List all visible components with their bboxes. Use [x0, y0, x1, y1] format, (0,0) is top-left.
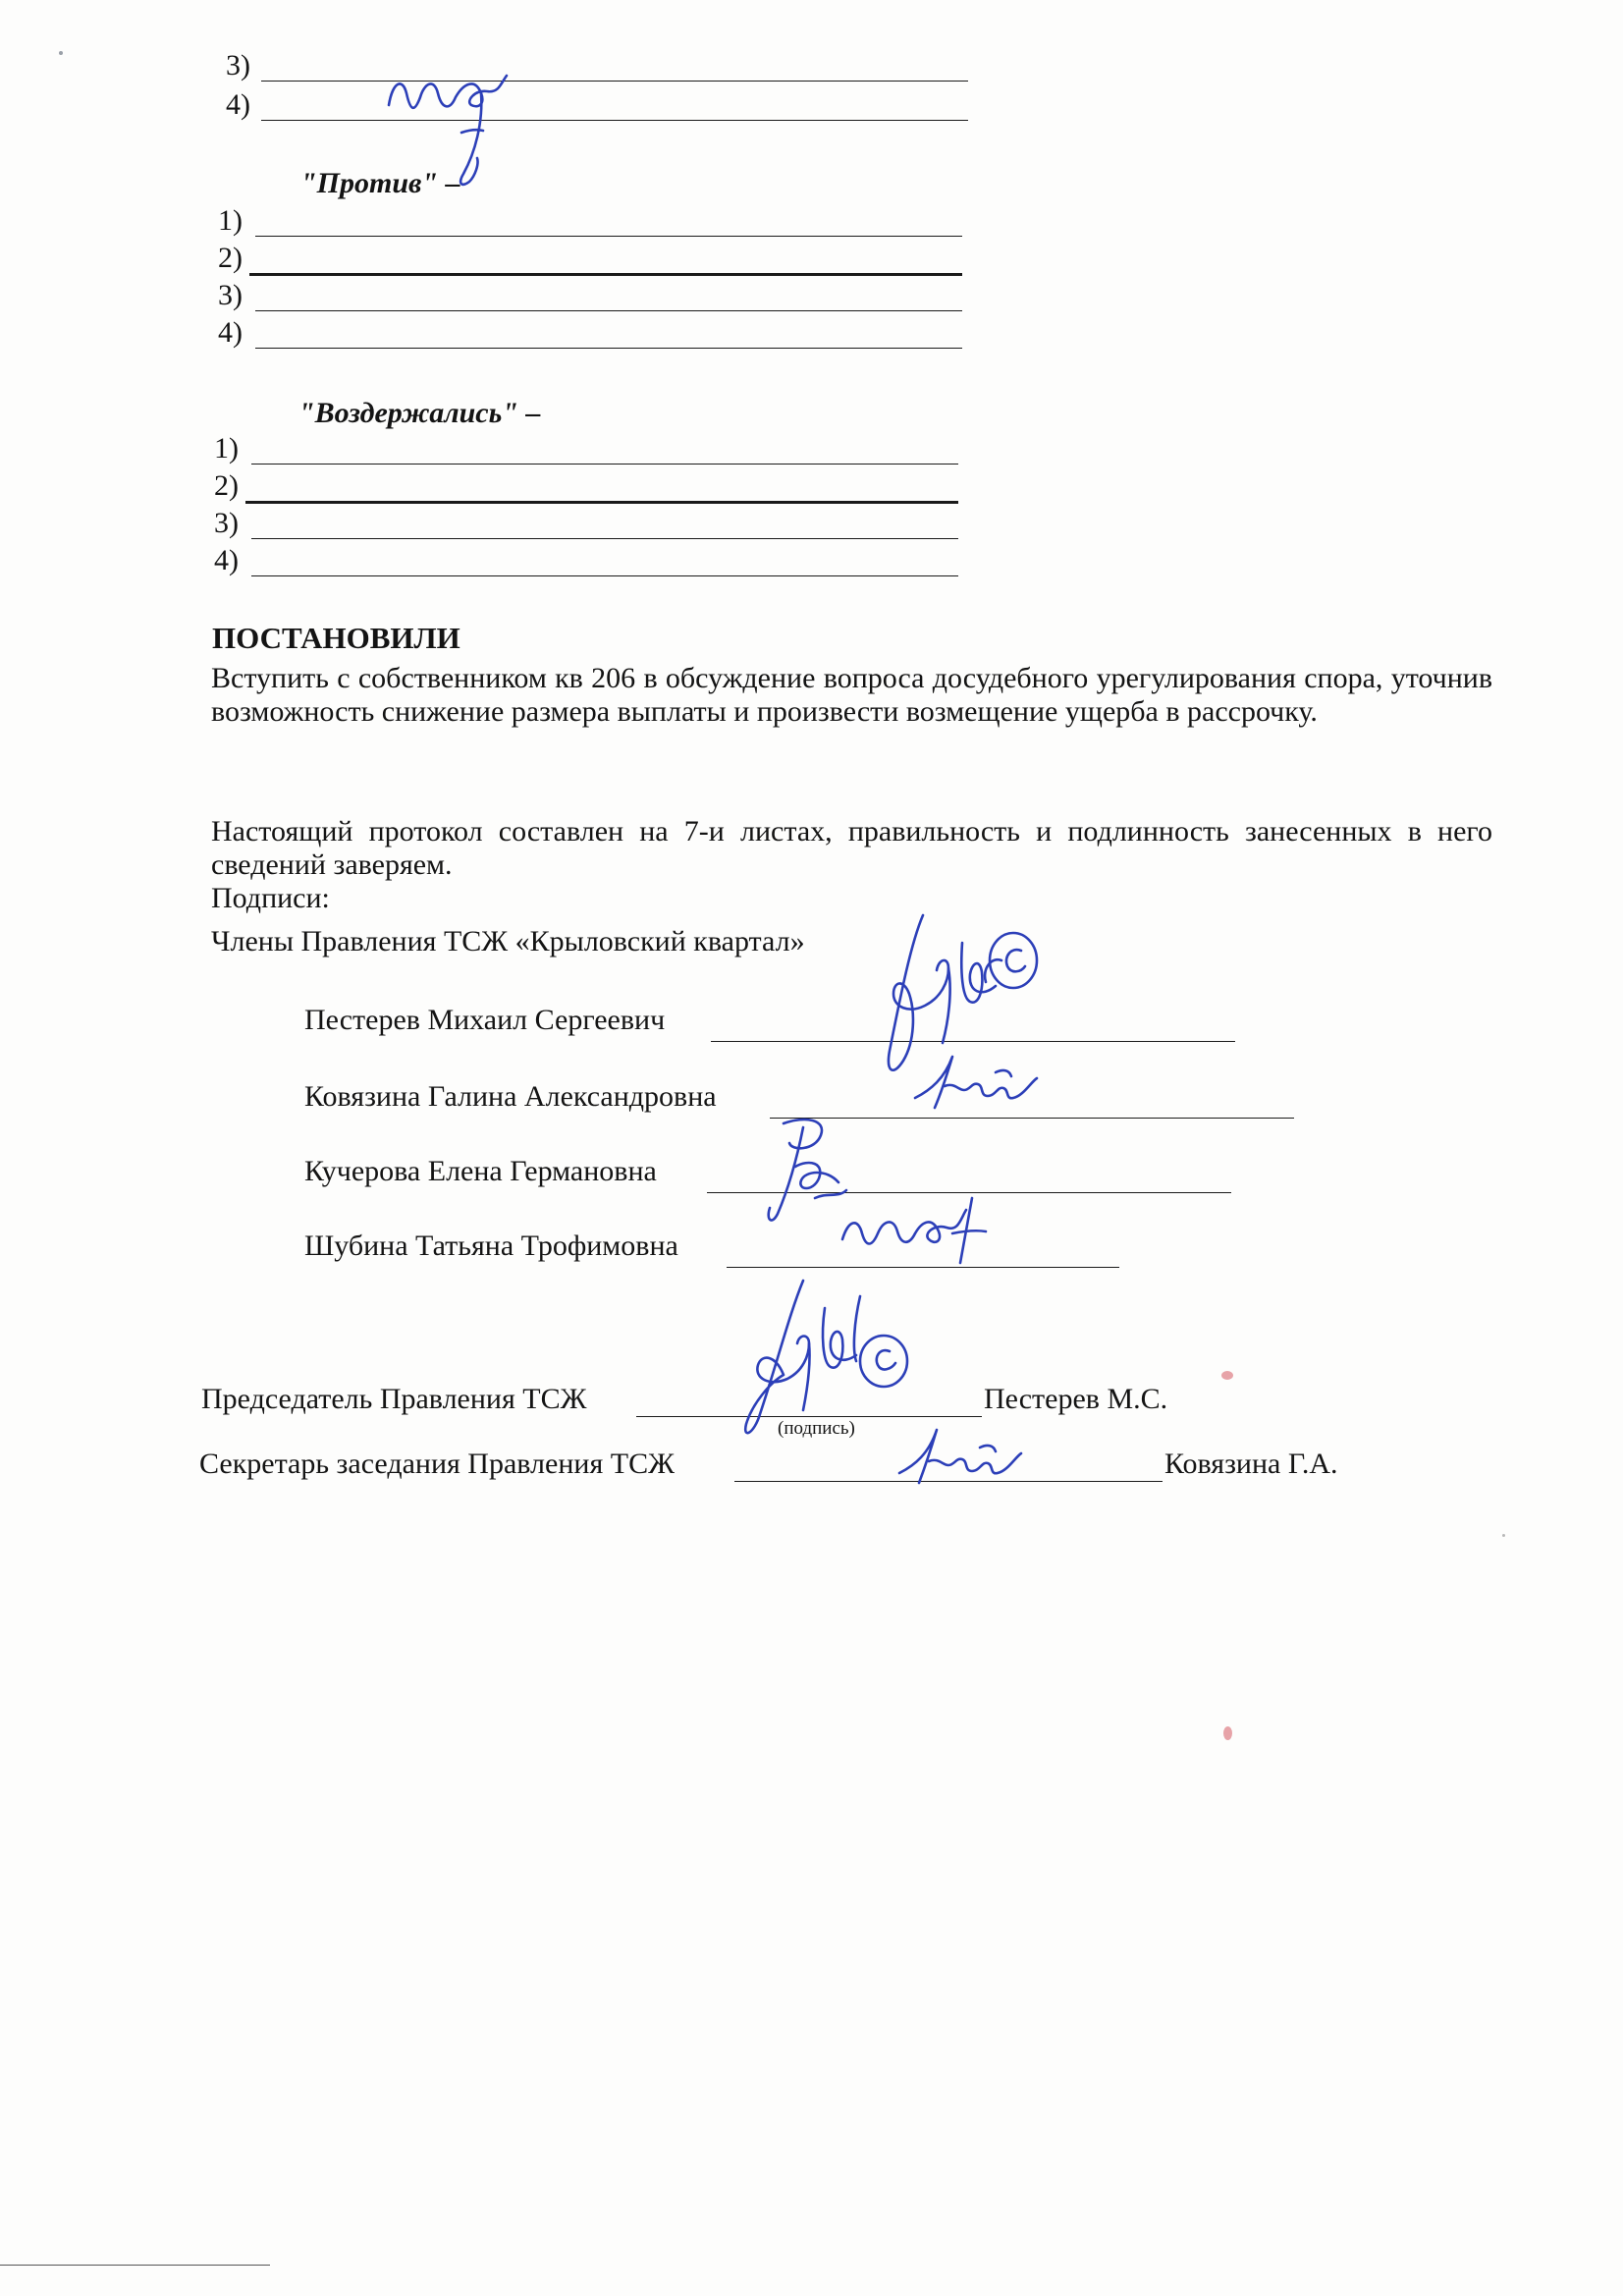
- scan-edge-line: [0, 2265, 270, 2266]
- handwritten-signature: [901, 1043, 1049, 1121]
- chairman-label: Председатель Правления ТСЖ: [201, 1383, 587, 1415]
- handwritten-signature: [854, 903, 1060, 1090]
- vote-against-row-1: [218, 204, 964, 240]
- board-label: Члены Правления ТСЖ «Крыловский квартал»: [211, 925, 805, 957]
- signature-line: [707, 1192, 1231, 1193]
- blank-line: [249, 273, 962, 276]
- votes-against-heading: "Против" –: [300, 167, 460, 199]
- signature-line: [636, 1416, 982, 1417]
- vote-row-number: 3): [218, 279, 243, 311]
- votes-abstained-heading: "Воздержались" –: [298, 397, 541, 429]
- vote-row-number: 4): [218, 316, 243, 349]
- member-name: Ковязина Галина Александровна: [304, 1080, 717, 1113]
- blank-line: [251, 575, 958, 576]
- blank-line: [255, 310, 962, 311]
- member-name: Шубина Татьяна Трофимовна: [304, 1230, 678, 1262]
- vote-row-number: 1): [218, 204, 243, 237]
- vote-against-row-2: [218, 242, 964, 277]
- secretary-label: Секретарь заседания Правления ТСЖ: [199, 1448, 675, 1480]
- chairman-name: Пестерев М.С.: [984, 1383, 1168, 1415]
- scan-speck: [1502, 1534, 1505, 1537]
- signature-line: [727, 1267, 1119, 1268]
- handwritten-signature: [835, 1190, 1011, 1269]
- vote-row-number: 4): [226, 88, 250, 121]
- member-name: Пестерев Михаил Сергеевич: [304, 1004, 666, 1036]
- blank-line: [261, 120, 968, 121]
- vote-row-number: 2): [218, 242, 243, 274]
- scan-speck: [59, 51, 63, 55]
- resolution-title: ПОСТАНОВИЛИ: [212, 621, 460, 655]
- blank-line: [255, 348, 962, 349]
- vote-for-row-4: [226, 88, 972, 124]
- signature-caption: (подпись): [778, 1418, 855, 1439]
- blank-line: [261, 81, 968, 82]
- signatures-label: Подписи:: [211, 882, 330, 914]
- blank-line: [245, 501, 958, 504]
- vote-abstained-row-4: [214, 544, 960, 579]
- vote-row-number: 1): [214, 432, 239, 465]
- blank-line: [255, 236, 962, 237]
- certification-text: Настоящий протокол составлен на 7-и листах, правильность и подлинность занесенных в него сведений заверяем.: [211, 815, 1492, 881]
- blank-line: [251, 538, 958, 539]
- handwritten-signature: [744, 1108, 872, 1235]
- vote-against-row-4: [218, 316, 964, 352]
- vote-row-number: 4): [214, 544, 239, 576]
- signature-line: [734, 1481, 1163, 1482]
- secretary-name: Ковязина Г.А.: [1164, 1448, 1338, 1480]
- vote-row-number: 3): [214, 507, 239, 539]
- vote-row-number: 3): [226, 49, 250, 82]
- vote-against-row-3: [218, 279, 964, 314]
- blank-line: [251, 464, 958, 465]
- member-name: Кучерова Елена Германовна: [304, 1155, 657, 1187]
- vote-row-number: 2): [214, 469, 239, 502]
- vote-for-row-3: [226, 49, 972, 84]
- scan-speck: [1221, 1371, 1233, 1380]
- resolution-text: Вступить с собственником кв 206 в обсуждение вопроса досудебного урегулирования спора, уточнив возможность снижение размера выплаты и произвести возмещение ущерба в рассрочку.: [211, 662, 1492, 728]
- vote-abstained-row-3: [214, 507, 960, 542]
- vote-abstained-row-2: [214, 469, 960, 505]
- vote-abstained-row-1: [214, 432, 960, 467]
- signature-line: [770, 1118, 1294, 1119]
- signature-line: [711, 1041, 1235, 1042]
- scan-speck: [1223, 1726, 1232, 1740]
